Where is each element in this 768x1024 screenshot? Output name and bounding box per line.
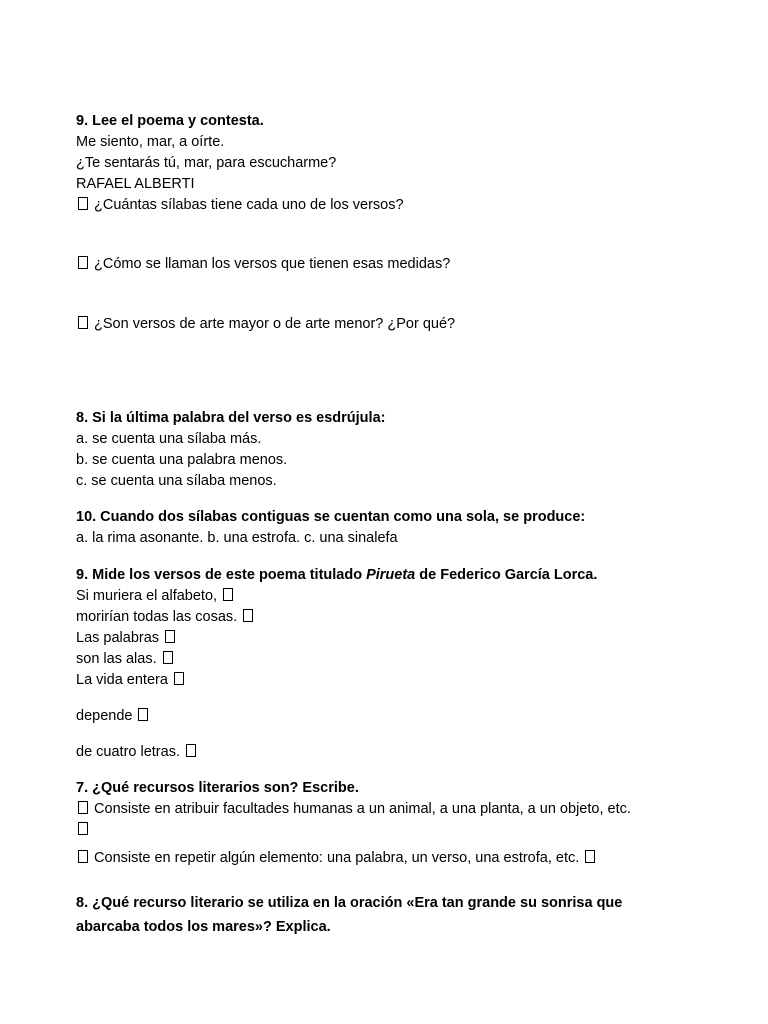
- question-title: 7. ¿Qué recursos literarios son? Escribe.: [76, 780, 359, 796]
- missing-glyph-box-icon: [78, 822, 88, 835]
- missing-glyph-box-icon: [186, 744, 196, 757]
- question-8-recurso: [76, 891, 716, 939]
- sub-question-text: ¿Cuántas sílabas tiene cada uno de los versos?: [94, 197, 404, 213]
- missing-glyph-box-icon: [165, 630, 175, 643]
- poem-verse: de cuatro letras.: [76, 742, 716, 763]
- missing-glyph-box-icon: [138, 708, 148, 721]
- missing-glyph-box-icon: [78, 850, 88, 863]
- poem-verse: depende: [76, 706, 716, 727]
- poem-title: Pirueta: [366, 567, 416, 583]
- missing-glyph-box-icon: [174, 672, 184, 685]
- question-title: 9. Mide los versos de este poema titulado Pirueta de Federico García Lorca.: [76, 567, 598, 583]
- poem-verse-block: [76, 742, 716, 763]
- question-10-sinalefa: [76, 507, 716, 549]
- poem-verse: ¿Te sentarás tú, mar, para escucharme?: [76, 155, 337, 171]
- sub-question: [76, 195, 716, 216]
- option: b. se cuenta una palabra menos.: [76, 452, 288, 468]
- recurso-item-block: [76, 848, 716, 869]
- missing-glyph-box-icon: [585, 850, 595, 863]
- recurso-item: Consiste en atribuir facultades humanas a un animal, a una planta, a un objeto, etc.: [76, 799, 716, 820]
- sub-question: [76, 314, 716, 335]
- poem-verse: son las alas.: [76, 649, 716, 670]
- sub-question-text: ¿Son versos de arte mayor o de arte menor? ¿Por qué?: [94, 316, 456, 332]
- question-title-line: abarcaba todos los mares»? Explica.: [76, 919, 331, 935]
- question-9-poem: [76, 111, 716, 195]
- sub-question-text: ¿Cómo se llaman los versos que tienen esas medidas?: [94, 256, 451, 272]
- poem-verse: Me siento, mar, a oírte.: [76, 134, 225, 150]
- question-title: 9. Lee el poema y contesta.: [76, 113, 264, 129]
- answer-placeholder: [76, 820, 716, 841]
- poem-author: RAFAEL ALBERTI: [76, 176, 195, 192]
- missing-glyph-box-icon: [78, 197, 88, 210]
- question-9-pirueta: [76, 565, 716, 691]
- poem-verse-block: [76, 706, 716, 727]
- poem-verse: morirían todas las cosas.: [76, 607, 716, 628]
- missing-glyph-box-icon: [163, 651, 173, 664]
- question-8-esdrujula: [76, 408, 716, 492]
- recurso-item: Consiste en repetir algún elemento: una palabra, un verso, una estrofa, etc.: [76, 848, 716, 869]
- question-7-recursos: [76, 778, 716, 841]
- missing-glyph-box-icon: [223, 588, 233, 601]
- poem-verse: Las palabras: [76, 628, 716, 649]
- option: c. se cuenta una sílaba menos.: [76, 473, 277, 489]
- missing-glyph-box-icon: [243, 609, 253, 622]
- sub-question: [76, 254, 716, 275]
- missing-glyph-box-icon: [78, 256, 88, 269]
- question-title-line: 8. ¿Qué recurso literario se utiliza en la oración «Era tan grande su sonrisa que: [76, 895, 623, 911]
- missing-glyph-box-icon: [78, 316, 88, 329]
- question-title: 8. Si la última palabra del verso es esdrújula:: [76, 410, 386, 426]
- option: a. se cuenta una sílaba más.: [76, 431, 262, 447]
- missing-glyph-box-icon: [78, 801, 88, 814]
- poem-verse: La vida entera: [76, 670, 716, 691]
- question-title: 10. Cuando dos sílabas contiguas se cuentan como una sola, se produce:: [76, 509, 586, 525]
- poem-verse: Si muriera el alfabeto,: [76, 586, 716, 607]
- options-line: a. la rima asonante. b. una estrofa. c. una sinalefa: [76, 530, 398, 546]
